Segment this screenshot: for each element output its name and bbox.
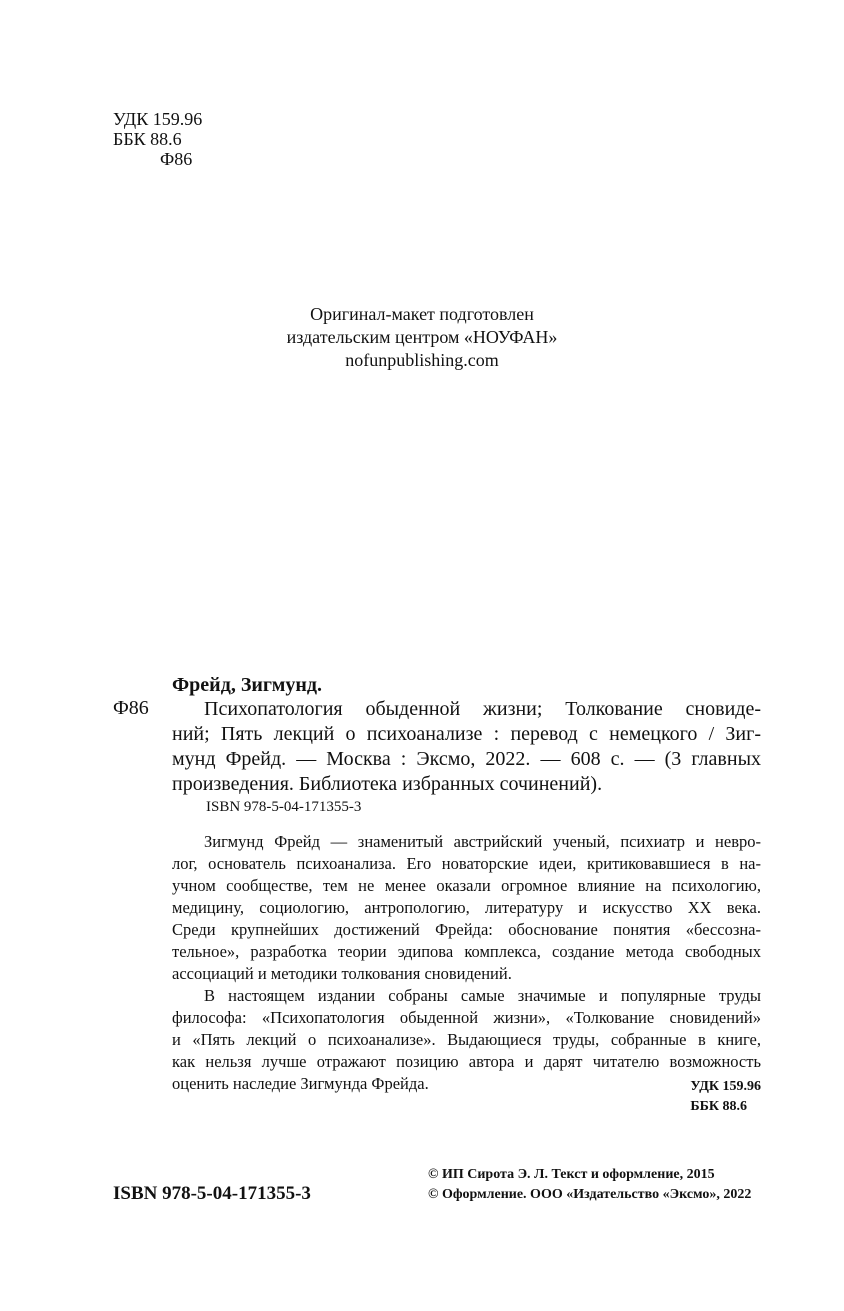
- annotation-line: медицину, социологию, антропологию, литературу и искусство XX века.: [172, 898, 761, 917]
- annotation-line: ассоциаций и методики толкования сновидений.: [172, 964, 512, 983]
- annotation-line: учном сообществе, тем не менее оказали огромное влияние на психологию,: [172, 876, 761, 895]
- imprint-line-2: издательским центром «НОУФАН»: [286, 327, 558, 347]
- footer-isbn: ISBN 978-5-04-171355-3: [113, 1183, 311, 1204]
- annotation-line: философа: «Психопатология обыденной жизни», «Толкование сновидений»: [172, 1008, 761, 1027]
- annotation-line: и «Пять лекций о психоанализе». Выдающиеся труды, собранные в книге,: [172, 1030, 761, 1049]
- bottom-udk-code: УДК 159.96: [690, 1079, 761, 1094]
- annotation-line: как нельзя лучше отражают позицию автора и дарят читателю возможность: [172, 1052, 761, 1071]
- imprint-block: [0, 303, 844, 372]
- biblio-line: произведения. Библиотека избранных сочинений).: [172, 773, 603, 795]
- cutter-code: Ф86: [160, 149, 193, 169]
- annotation-paragraph-1: [172, 831, 761, 985]
- imprint-line-1: Оригинал-макет подготовлен: [310, 304, 534, 324]
- annotation-line: Среди крупнейших достижений Фрейда: обоснование понятия «бессозна-: [172, 920, 761, 939]
- author-heading: Фрейд, Зигмунд.: [172, 674, 322, 696]
- annotation-line: тельное», разработка теории эдипова комплекса, создание метода свободных: [172, 942, 761, 961]
- annotation-line: лог, основатель психоанализа. Его новаторские идеи, критиковавшиеся в на-: [172, 854, 761, 873]
- annotation-paragraph-2: [172, 985, 761, 1095]
- annotation-line: В настоящем издании собраны самые значимые и популярные труды: [204, 986, 761, 1005]
- biblio-line: мунд Фрейд. — Москва : Эксмо, 2022. — 608 с. — (3 главных: [172, 748, 761, 770]
- udk-code: УДК 159.96: [113, 109, 203, 129]
- bottom-bbk-code: ББК 88.6: [690, 1099, 748, 1114]
- copyright-line-1: © ИП Сирота Э. Л. Текст и оформление, 2015: [428, 1167, 715, 1182]
- bibliographic-description: [172, 697, 761, 797]
- annotation-line: оценить наследие Зигмунда Фрейда.: [172, 1074, 429, 1093]
- copyright-line-2: © Оформление. ООО «Издательство «Эксмо», 2022: [428, 1187, 752, 1202]
- record-cutter-code: Ф86: [113, 697, 149, 719]
- annotation-line: Зигмунд Фрейд — знаменитый австрийский ученый, психиатр и невро-: [204, 832, 761, 851]
- biblio-line: Психопатология обыденной жизни; Толкование сновиде-: [204, 698, 761, 720]
- imprint-website: nofunpublishing.com: [345, 350, 499, 370]
- bottom-classification: [690, 1077, 761, 1117]
- record-isbn: ISBN 978-5-04-171355-3: [206, 799, 362, 815]
- biblio-line: ний; Пять лекций о психоанализе : перевод с немецкого / Зиг-: [172, 723, 761, 745]
- bbk-code: ББК 88.6: [113, 129, 182, 149]
